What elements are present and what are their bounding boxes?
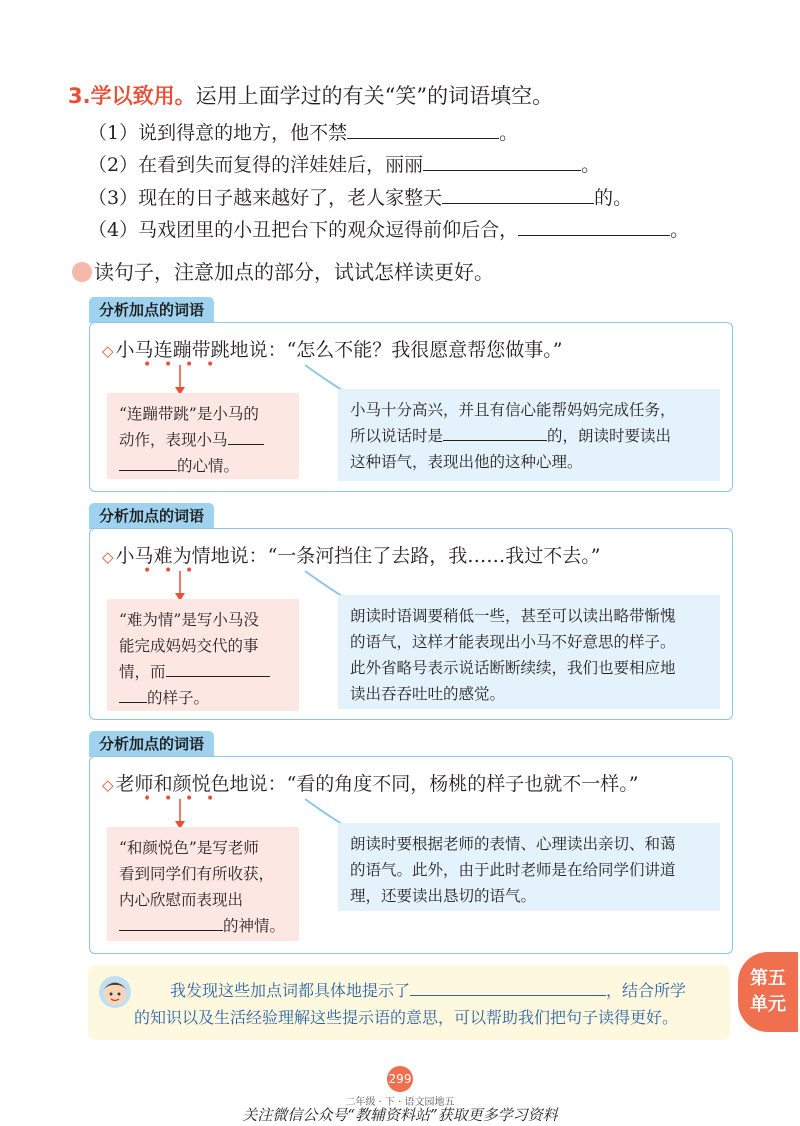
emphasis-dots: • • • • <box>143 791 215 807</box>
panel-3-blank-a[interactable] <box>119 914 223 931</box>
fill-item-4: （4）马戏团里的小丑把台下的观众逗得前仰后合， 。 <box>88 215 689 243</box>
unit-badge: 第五 单元 <box>738 952 798 1032</box>
page-number: 299 <box>387 1066 413 1092</box>
panel-3-sentence: ◇ 老师和颜悦色地说：“看的角度不同，杨桃的样子也就不一样。” <box>102 773 639 795</box>
fill-item-2: （2）在看到失而复得的洋娃娃后，丽丽 。 <box>88 150 600 178</box>
answer-blank-1[interactable] <box>347 118 499 139</box>
read-aloud-icon <box>72 262 92 282</box>
panel-1-blank-c[interactable] <box>443 424 547 441</box>
promo-line: 关注微信公众号“教辅资料站”获取更多学习资料 <box>242 1106 558 1124</box>
panel-1-right-note: 小马十分高兴，并且有信心能帮妈妈完成任务， 所以说话时是 的，朗读时要读出 这种语气，表现出他的这种心理。 <box>338 389 720 481</box>
question-instruction: 运用上面学过的有关“笑”的词语填空。 <box>195 84 554 108</box>
emphasis-dots: • • • <box>143 563 194 579</box>
student-avatar-icon <box>98 975 132 1009</box>
diamond-bullet-icon: ◇ <box>102 342 114 360</box>
answer-blank-4[interactable] <box>518 215 670 236</box>
panel-2-blank-a[interactable] <box>166 660 270 677</box>
fill-item-3: （3）现在的日子越来越好了，老人家整天 的。 <box>88 183 632 211</box>
question-title <box>68 82 553 110</box>
panel-2-right-note: 朗读时语调要稍低一些，甚至可以读出略带惭愧 的语气，这样才能表现出小马不好意思的样子。 此外省略号表示说话断断续续，我们也要相应地 读出吞吞吐吐的感觉。 <box>338 595 720 709</box>
panel-1-tag: 分析加点的词语 <box>89 297 214 323</box>
question-label: 学以致用。 <box>90 84 196 108</box>
panel-1-sentence: ◇ 小马连蹦带跳地说：“怎么不能？我很愿意帮您做事。” <box>102 339 563 361</box>
panel-3 <box>89 756 733 954</box>
question-number: 3. <box>68 84 91 108</box>
answer-blank-3[interactable] <box>442 183 594 204</box>
panel-1-blank-a[interactable] <box>228 428 264 445</box>
answer-blank-2[interactable] <box>423 150 581 171</box>
panel-1 <box>89 322 733 492</box>
panel-2-sentence: ◇ 小马难为情地说：“一条河挡住了去路，我……我过不去。” <box>102 545 601 567</box>
fill-item-1: （1）说到得意的地方，他不禁 。 <box>88 118 518 146</box>
summary-line-1: 我发现这些加点词都具体地提示了 ，结合所学 <box>170 975 686 1006</box>
summary-blank[interactable] <box>410 975 606 996</box>
panel-3-tag: 分析加点的词语 <box>89 731 214 757</box>
panel-3-left-note: “和颜悦色”是写老师 看到同学们有所收获， 内心欣慰而表现出 的神情。 <box>107 827 299 941</box>
grade-line: 二年级 · 下 · 语文园地五 <box>345 1097 455 1108</box>
diamond-bullet-icon: ◇ <box>102 548 114 566</box>
panel-2-left-note: “难为情”是写小马没 能完成妈妈交代的事 情，而 的样子。 <box>107 599 299 711</box>
panel-2-blank-b[interactable] <box>119 686 147 703</box>
panel-2-tag: 分析加点的词语 <box>89 503 214 529</box>
summary-line-2: 的知识以及生活经验理解这些提示语的意思，可以帮助我们把句子读得更好。 <box>134 1008 679 1027</box>
panel-1-left-note: “连蹦带跳”是小马的 动作，表现小马 的心情。 <box>107 393 299 479</box>
panel-2 <box>89 528 733 720</box>
panel-1-blank-b[interactable] <box>119 454 177 471</box>
emphasis-dots: • • • • <box>143 357 215 373</box>
diamond-bullet-icon: ◇ <box>102 776 114 794</box>
panel-3-right-note: 朗读时要根据老师的表情、心理读出亲切、和蔼 的语气。此外，由于此时老师是在给同学们讲道 理，还要读出恳切的语气。 <box>338 823 720 911</box>
summary-box <box>88 965 730 1040</box>
read-task-title: 读句子，注意加点的部分，试试怎样读更好。 <box>72 258 494 286</box>
